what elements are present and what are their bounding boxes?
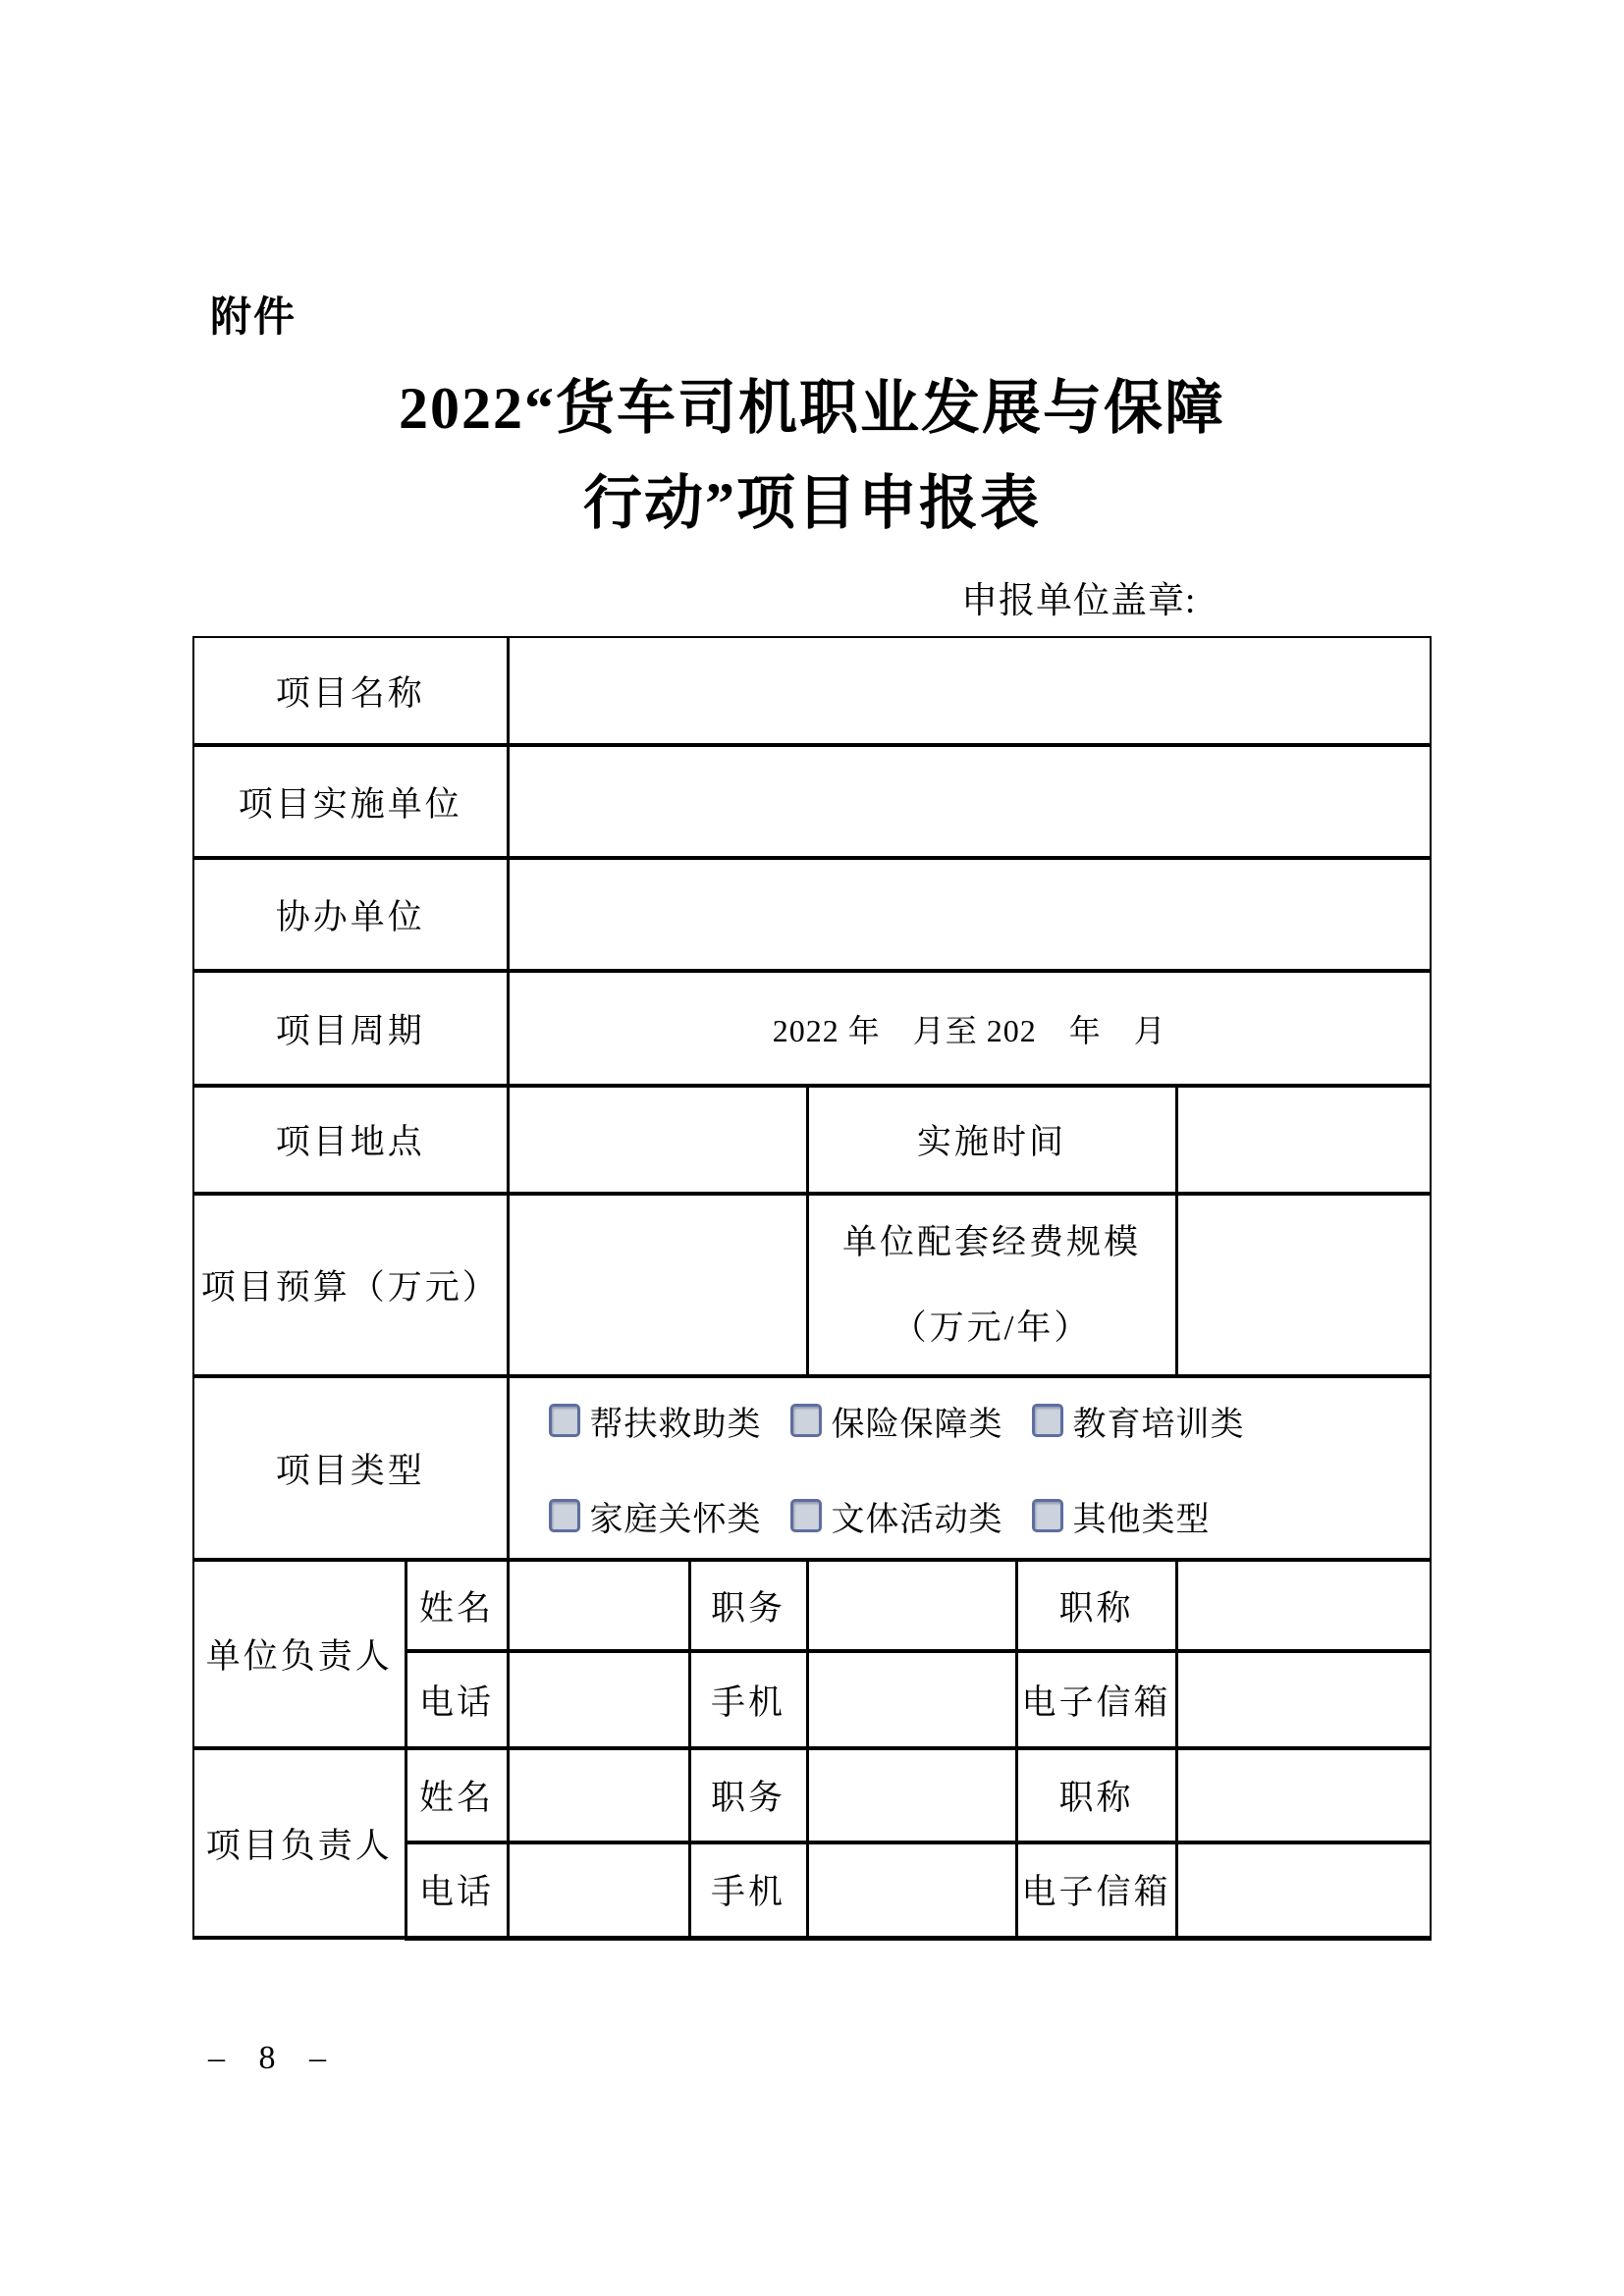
project-leader-position-label: 职务 — [689, 1748, 807, 1842]
page-title-line2: 行动”项目申报表 — [583, 471, 1041, 536]
unit-leader-phone-label: 电话 — [406, 1651, 508, 1748]
unit-leader-position-input-cell[interactable] — [807, 1560, 1016, 1651]
project-leader-mobile-label: 手机 — [689, 1842, 807, 1938]
project-leader-mobile-input-cell[interactable] — [807, 1842, 1016, 1938]
unit-leader-mobile-input-cell[interactable] — [807, 1651, 1016, 1748]
project-leader-email-input-cell[interactable] — [1176, 1842, 1431, 1938]
project-name-label: 项目名称 — [193, 637, 508, 745]
project-leader-title-label: 职称 — [1016, 1748, 1176, 1842]
project-leader-phone-label: 电话 — [406, 1842, 508, 1938]
option-label: 其他类型 — [1072, 1501, 1211, 1538]
option-label: 保险保障类 — [831, 1406, 1003, 1443]
impl-time-label: 实施时间 — [807, 1086, 1176, 1194]
attachment-label: 附件 — [210, 294, 298, 340]
implement-unit-label: 项目实施单位 — [193, 745, 508, 858]
unit-leader-title-input-cell[interactable] — [1176, 1560, 1431, 1651]
project-leader-name-label: 姓名 — [406, 1748, 508, 1842]
period-value-cell[interactable]: 2022 年 月至 202 年 月 — [508, 971, 1431, 1086]
matching-fund-label-line1: 单位配套经费规模 — [842, 1223, 1142, 1261]
matching-fund-input-cell[interactable] — [1176, 1194, 1431, 1376]
option-label: 教育培训类 — [1072, 1406, 1245, 1443]
project-type-options-cell — [508, 1376, 1431, 1560]
option-label: 家庭关怀类 — [589, 1501, 762, 1538]
location-input-cell[interactable] — [508, 1086, 807, 1194]
co-organizer-input-cell[interactable] — [508, 858, 1431, 971]
checkbox-icon[interactable] — [1032, 1404, 1063, 1437]
checkbox-icon[interactable] — [790, 1404, 822, 1437]
checkbox-icon[interactable] — [549, 1404, 580, 1437]
matching-fund-label — [807, 1194, 1176, 1376]
project-leader-phone-input-cell[interactable] — [508, 1842, 689, 1938]
project-leader-label: 项目负责人 — [193, 1748, 406, 1938]
unit-leader-label: 单位负责人 — [193, 1560, 406, 1748]
application-form-table — [192, 636, 1432, 1941]
project-name-input-cell[interactable] — [508, 637, 1431, 745]
project-leader-email-label: 电子信箱 — [1016, 1842, 1176, 1938]
project-type-label: 项目类型 — [193, 1376, 508, 1560]
project-leader-name-input-cell[interactable] — [508, 1748, 689, 1842]
checkbox-icon[interactable] — [549, 1499, 580, 1532]
implement-unit-input-cell[interactable] — [508, 745, 1431, 858]
checkbox-icon[interactable] — [1032, 1499, 1063, 1532]
option-other — [1032, 1492, 1211, 1540]
unit-leader-email-label: 电子信箱 — [1016, 1651, 1176, 1748]
matching-fund-label-line2: （万元/年） — [892, 1308, 1092, 1347]
budget-input-cell[interactable] — [508, 1194, 807, 1376]
co-organizer-label: 协办单位 — [193, 858, 508, 971]
option-family-care — [549, 1492, 762, 1540]
budget-label: 项目预算（万元） — [193, 1194, 508, 1376]
unit-leader-title-label: 职称 — [1016, 1560, 1176, 1651]
option-sports-culture — [790, 1492, 1003, 1540]
unit-leader-phone-input-cell[interactable] — [508, 1651, 689, 1748]
option-insurance — [790, 1397, 1003, 1445]
project-type-options-row2 — [549, 1492, 1211, 1540]
page-number: – 8 – — [208, 2040, 332, 2076]
unit-leader-position-label: 职务 — [689, 1560, 807, 1651]
unit-leader-name-label: 姓名 — [406, 1560, 508, 1651]
unit-leader-name-input-cell[interactable] — [508, 1560, 689, 1651]
impl-time-input-cell[interactable] — [1176, 1086, 1431, 1194]
application-form — [192, 636, 1432, 1941]
unit-leader-mobile-label: 手机 — [689, 1651, 807, 1748]
page-title — [0, 361, 1624, 552]
seal-note: 申报单位盖章: — [961, 581, 1197, 621]
checkbox-icon[interactable] — [790, 1499, 822, 1532]
project-leader-position-input-cell[interactable] — [807, 1748, 1016, 1842]
location-label: 项目地点 — [193, 1086, 508, 1194]
page-title-line1: 2022“货车司机职业发展与保障 — [399, 376, 1225, 441]
option-label: 帮扶救助类 — [589, 1406, 762, 1443]
period-label: 项目周期 — [193, 971, 508, 1086]
option-label: 文体活动类 — [831, 1501, 1003, 1538]
option-education — [1032, 1397, 1245, 1445]
option-help-rescue — [549, 1397, 762, 1445]
unit-leader-email-input-cell[interactable] — [1176, 1651, 1431, 1748]
project-type-options-row1 — [549, 1397, 1245, 1445]
project-leader-title-input-cell[interactable] — [1176, 1748, 1431, 1842]
